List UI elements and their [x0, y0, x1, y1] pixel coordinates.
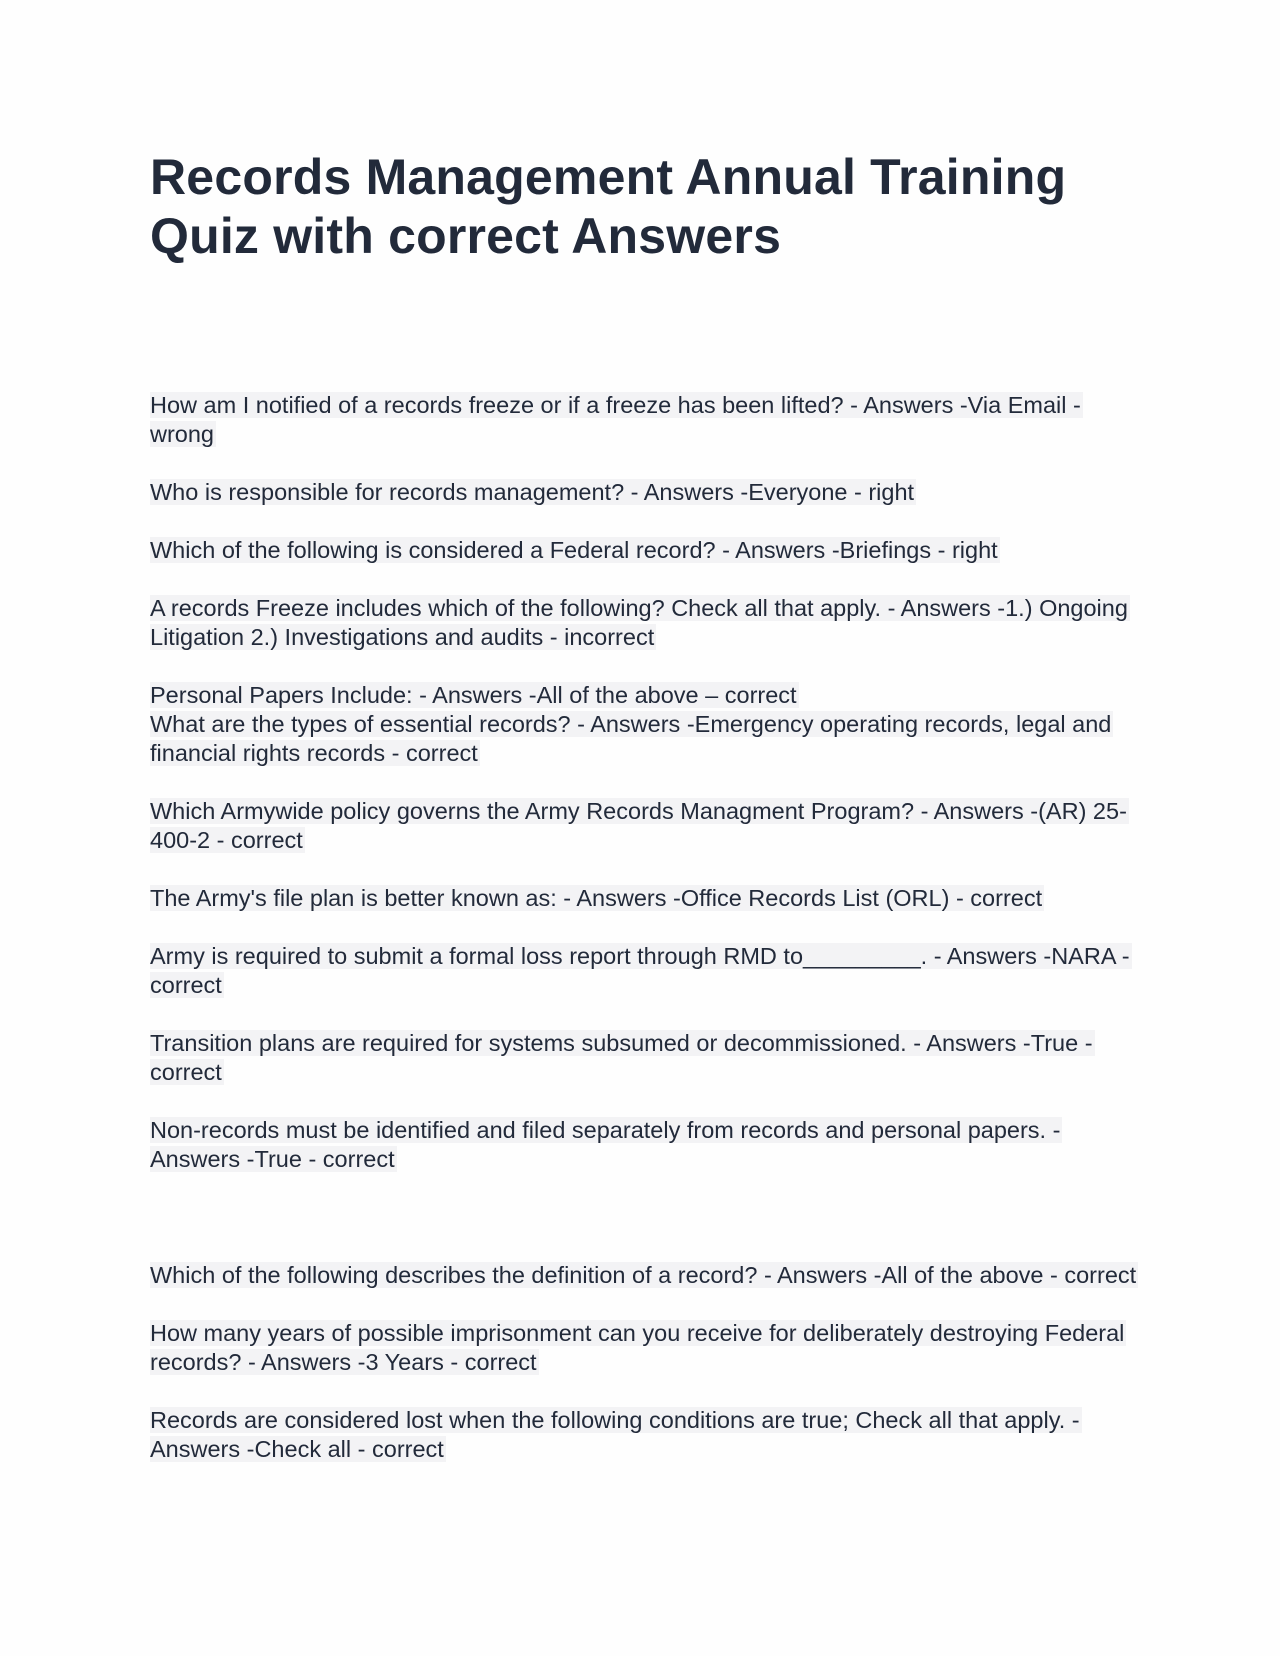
qa-item [150, 1261, 1150, 1290]
qa-item [150, 942, 1150, 1000]
qa-item [150, 1406, 1150, 1464]
qa-text: Which Armywide policy governs the Army Records Managment Program? - Answers -(AR) 25-400-2 - correct [150, 798, 1127, 853]
qa-text: Personal Papers Include: - Answers -All of the above – correct [150, 682, 797, 708]
qa-text: Transition plans are required for systems subsumed or decommissioned. - Answers -True - correct [150, 1030, 1093, 1085]
qa-item [150, 884, 1150, 913]
qa-text: Which of the following describes the definition of a record? - Answers -All of the above - correct [150, 1262, 1137, 1288]
qa-item [150, 1029, 1150, 1087]
qa-text: Army is required to submit a formal loss report through RMD to_________. - Answers -NARA - correct [150, 943, 1130, 998]
qa-text: Non-records must be identified and filed separately from records and personal papers. - Answers -True - correct [150, 1117, 1061, 1172]
qa-item [150, 1116, 1150, 1174]
qa-item [150, 710, 1150, 768]
qa-item [150, 478, 1150, 507]
qa-text: A records Freeze includes which of the following? Check all that apply. - Answers -1.) Ongoing Litigation 2.) Investigations and audits - incorrect [150, 595, 1128, 650]
qa-text: How am I notified of a records freeze or if a freeze has been lifted? - Answers -Via Email - wrong [150, 392, 1081, 447]
document-title: Records Management Annual Training Quiz with correct Answers [150, 149, 1067, 264]
qa-list [150, 391, 1150, 1464]
qa-item [150, 797, 1150, 855]
qa-item [150, 1319, 1150, 1377]
qa-text: Which of the following is considered a Federal record? - Answers -Briefings - right [150, 537, 998, 563]
qa-text: Who is responsible for records management? - Answers -Everyone - right [150, 479, 915, 505]
qa-text: The Army's file plan is better known as: - Answers -Office Records List (ORL) - correct [150, 885, 1043, 911]
qa-item [150, 391, 1150, 449]
qa-text: How many years of possible imprisonment can you receive for deliberately destroying Federal records? - Answers -3 Years - correct [150, 1320, 1125, 1375]
qa-item [150, 536, 1150, 565]
document-page [150, 148, 1150, 1493]
qa-text: Records are considered lost when the following conditions are true; Check all that apply. - Answers -Check all - correct [150, 1407, 1080, 1462]
qa-item [150, 681, 1150, 710]
qa-item [150, 594, 1150, 652]
qa-text: What are the types of essential records? - Answers -Emergency operating records, legal and financial rights records - correct [150, 711, 1112, 766]
